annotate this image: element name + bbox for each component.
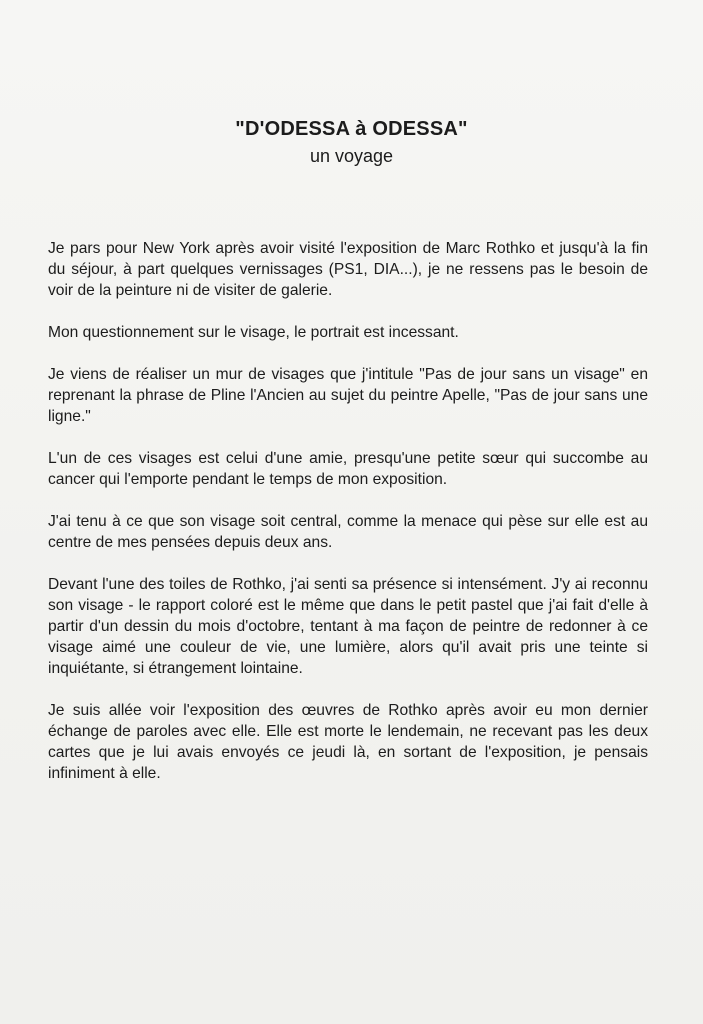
document-title: "D'ODESSA à ODESSA" (235, 118, 468, 140)
paragraph: Je pars pour New York après avoir visité l'exposition de Marc Rothko et jusqu'à la fin du séjour, à part quelques vernissages (PS1, DIA...), je ne ressens pas le besoin de voir de la peinture ni de visiter de galerie. (48, 240, 648, 299)
document-subtitle: un voyage (309, 146, 394, 166)
paragraph: J'ai tenu à ce que son visage soit central, comme la menace qui pèse sur elle est au centre de mes pensées depuis deux ans. (48, 513, 648, 551)
paragraph: L'un de ces visages est celui d'une amie, presqu'une petite sœur qui succombe au cancer qui l'emporte pendant le temps de mon exposition. (48, 450, 648, 488)
paragraph: Mon questionnement sur le visage, le portrait est incessant. (48, 324, 459, 341)
paragraph: Je suis allée voir l'exposition des œuvres de Rothko après avoir eu mon dernier échange de paroles avec elle. Elle est morte le lendemain, ne recevant pas les deux cartes que je lui avais envoyés ce jeudi là, en sortant de l'exposition, je pensais infiniment à elle. (48, 702, 648, 782)
document-body (48, 238, 648, 784)
paragraph: Devant l'une des toiles de Rothko, j'ai senti sa présence si intensément. J'y ai reconnu son visage - le rapport coloré est le même que dans le petit pastel que j'ai fait d'elle à partir d'un dessin du mois d'octobre, tentant à ma façon de peintre de redonner à ce visage aimé une couleur de vie, une lumière, alors qu'il avait pris une teinte si inquiétante, si étrangement lointaine. (48, 576, 648, 677)
paragraph: Je viens de réaliser un mur de visages que j'intitule "Pas de jour sans un visage" en reprenant la phrase de Pline l'Ancien au sujet du peintre Apelle, "Pas de jour sans une ligne." (48, 366, 648, 425)
